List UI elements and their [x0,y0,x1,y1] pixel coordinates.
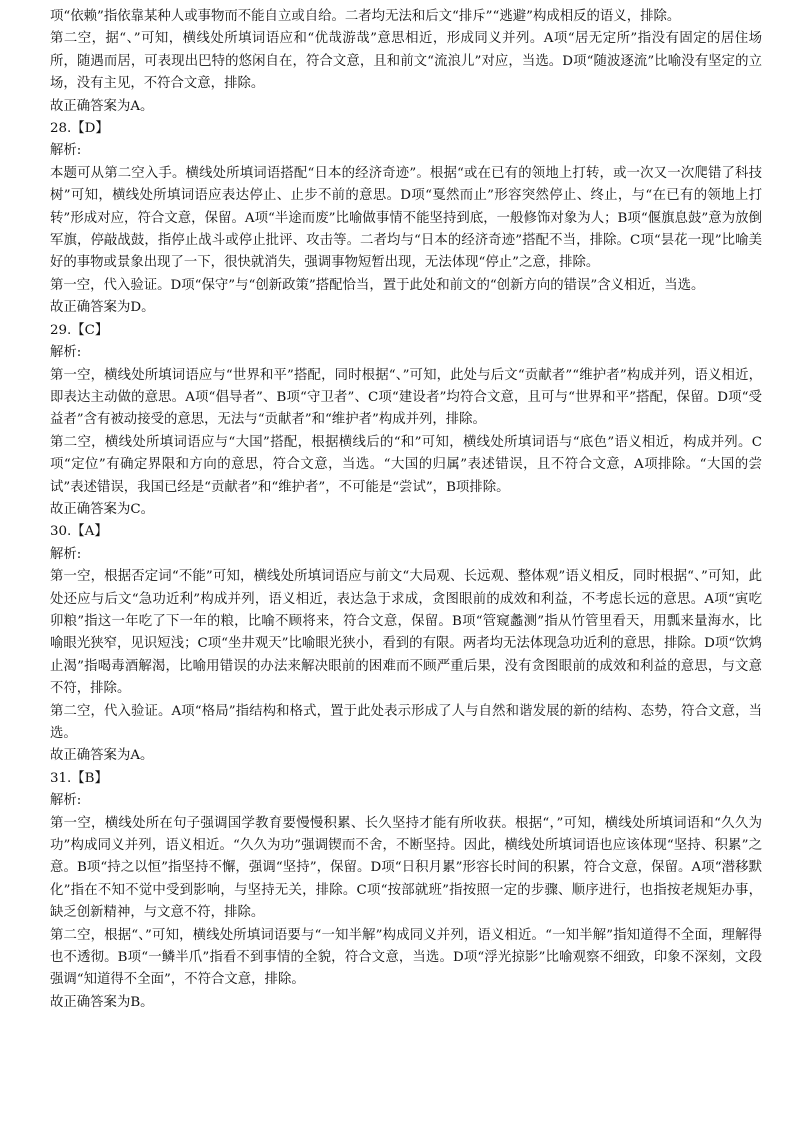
paragraph-q31-blank2: 第二空，根据“、”可知，横线处所填词语要与“一知半解”构成同义并列，语义相近。“一知半解”指知道得不全面，理解得也不透彻。B项“一鳞半爪”指看不到事情的全貌，符合文意，当选。D项“浮光掠影”比喻观察不细致，印象不深刻，文段强调“知道得不全面”，不符合文意，排除。 [50,927,762,988]
analysis-label-30: 解析: [50,546,82,562]
question-number-30: 30.【A】 [50,524,108,540]
paragraph-q29-blank1: 第一空，横线处所填词语应与“世界和平”搭配，同时根据“、”可知，此处与后文“贡献者”“维护者”构成并列，语义相近，即表达主动做的意思。A项“倡导者”、B项“守卫者”、C项“建设者”均符合文意，且可与“世界和平”搭配，保留。D项“受益者”含有被动接受的意思，无法与“贡献者”和“维护者”构成并列，排除。 [50,367,762,428]
analysis-label-31: 解析: [50,793,82,809]
question-number-29: 29.【C】 [50,322,109,338]
answer-q31: 故正确答案为B。 [50,994,154,1010]
paragraph-q27-continuation: 项“依赖”指依靠某种人或事物而不能自立或自给。二者均无法和后文“排斥”“逃避”构成相反的语义，排除。 [50,9,681,24]
paragraph-q27-blank2: 第二空，据“、”可知，横线处所填词语应和“优哉游哉”意思相近，形成同义并列。A项“居无定所”指没有固定的居住场所，随遇而居，可表现出巴特的悠闲自在，符合文意，且和前文“流浪儿”对应，当选。D项“随波逐流”比喻没有坚定的立场，没有主见，不符合文意，排除。 [50,31,762,92]
paragraph-q28-blank2: 本题可从第二空入手。横线处所填词语搭配“日本的经济奇迹”。根据“或在已有的领地上打转，或一次又一次爬错了科技树”可知，横线处所填词语应表达停止、止步不前的意思。D项“戛然而止”形容突然停止、终止，与“在已有的领地上打转”形成对应，符合文意，保留。A项“半途而废”比喻做事情不能坚持到底，一般修饰对象为人；B项“偃旗息鼓”意为放倒军旗，停敲战鼓，指停止战斗或停止批评、攻击等。二者均与“日本的经济奇迹”搭配不当，排除。C项“昙花一现”比喻美好的事物或景象出现了一下，很快就消失，强调事物短暂出现，无法体现“停止”之意，排除。 [50,165,762,271]
analysis-label-28: 解析: [50,143,82,159]
answer-q29: 故正确答案为C。 [50,501,154,517]
paragraph-q31-blank1: 第一空，横线处所在句子强调国学教育要慢慢积累、长久坚持才能有所收获。根据“，”可知，横线处所填词语和“久久为功”构成同义并列，语义相近。“久久为功”强调锲而不舍，不断坚持。因此，横线处所填词语也应该体现“坚持、积累”之意。B项“持之以恒”指坚持不懈，强调“坚持”，保留。D项“日积月累”形容长时间的积累，符合文意，保留。A项“潜移默化”指在不知不觉中受到影响，与坚持无关，排除。C项“按部就班”指按照一定的步骤、顺序进行，也指按老规矩办事，缺乏创新精神，与文意不符，排除。 [50,815,762,921]
answer-q28: 故正确答案为D。 [50,300,155,316]
paragraph-q30-blank2: 第二空，代入验证。A项“格局”指结构和格式，置于此处表示形成了人与自然和谐发展的新的结构、态势，符合文意，当选。 [50,703,762,741]
paragraph-q29-blank2: 第二空，横线处所填词语应与“大国”搭配，根据横线后的“和”可知，横线处所填词语与“底色”语义相近，构成并列。C项“定位”有确定界限和方向的意思，符合文意，当选。“大国的归属”表述错误，且不符合文意，A项排除。“大国的尝试”表述错误，我国已经是“贡献者”和“维护者”，不可能是“尝试”，B项排除。 [50,434,762,495]
analysis-label-29: 解析: [50,345,82,361]
paragraph-q30-blank1: 第一空，根据否定词“不能”可知，横线处所填词语应与前文“大局观、长远观、整体观”语义相反，同时根据“、”可知，此处还应与后文“急功近利”构成并列，语义相近，表达急于求成，贪图眼前的成效和利益，不考虑长远的意思。A项“寅吃卯粮”指这一年吃了下一年的粮，比喻不顾将来，符合文意，保留。B项“管窥蠡测”指从竹管里看天，用瓢来量海水，比喻眼光狭窄，见识短浅；C项“坐井观天”比喻眼光狭小，看到的有限。两者均无法体现急功近利的意思，排除。D项“饮鸩止渴”指喝毒酒解渴，比喻用错误的办法来解决眼前的困难而不顾严重后果，没有贪图眼前的成效和利益的意思，与文意不符，排除。 [50,569,762,697]
question-number-31: 31.【B】 [50,770,108,786]
answer-q30: 故正确答案为A。 [50,748,154,764]
answer-q27: 故正确答案为A。 [50,98,154,114]
question-number-28: 28.【D】 [50,121,109,137]
paragraph-q28-blank1: 第一空，代入验证。D项“保守”与“创新政策”搭配恰当，置于此处和前文的“创新方向的错误”含义相近，当选。 [50,277,705,293]
